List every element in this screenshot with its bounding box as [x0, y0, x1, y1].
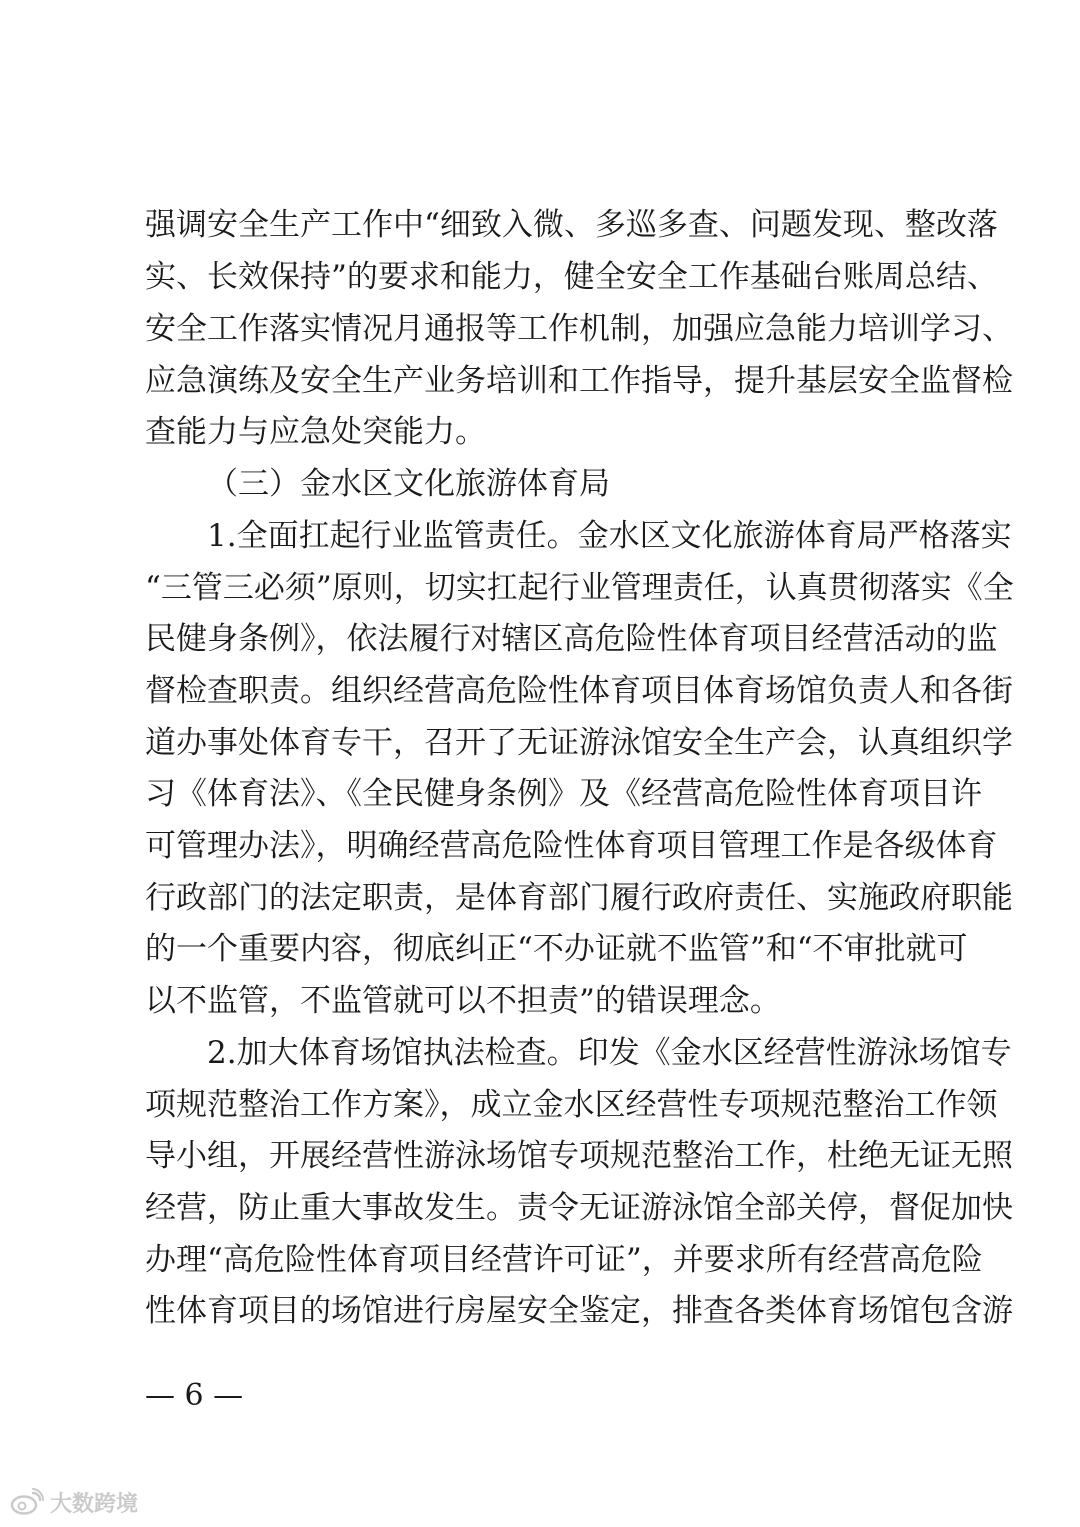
body-text-line: 民健身条例》，依法履行对辖区高危险性体育项目经营活动的监: [145, 621, 998, 657]
weibo-logo-icon: [10, 1488, 44, 1516]
body-text-line: 督检查职责。组织经营高危险性体育项目体育场馆负责人和各街: [145, 673, 1013, 709]
body-text-line: 强调安全生产工作中“细致入微、多巡多查、问题发现、整改落: [145, 207, 998, 243]
paragraph-first-line: 2.加大体育场馆执法检查。印发《金水区经营性游泳场馆专: [207, 1035, 1012, 1071]
section-heading: （三）金水区文化旅游体育局: [207, 466, 610, 502]
body-text-line: 习《体育法》、《全民健身条例》及《经营高危险性体育项目许: [145, 776, 982, 812]
body-text-line: 道办事处体育专干，召开了无证游泳馆安全生产会，认真组织学: [145, 725, 1013, 761]
body-text-line: “三管三必须”原则，切实扛起行业管理责任，认真贯彻落实《全: [145, 570, 1014, 606]
body-text-line: 办理“高危险性体育项目经营许可证”，并要求所有经营高危险: [145, 1242, 983, 1278]
body-text-line: 导小组，开展经营性游泳场馆专项规范整治工作，杜绝无证无照: [145, 1138, 1013, 1174]
body-text-line: 项规范整治工作方案》，成立金水区经营性专项规范整治工作领: [145, 1087, 998, 1123]
body-text-line: 经营，防止重大事故发生。责令无证游泳馆全部关停，督促加快: [145, 1190, 1013, 1226]
paragraph-first-line: 1.全面扛起行业监管责任。金水区文化旅游体育局严格落实: [207, 518, 1012, 554]
body-text-line: 以不监管，不监管就可以不担责”的错误理念。: [145, 983, 781, 1019]
body-text-line: 的一个重要内容，彻底纠正“不办证就不监管”和“不审批就可: [145, 931, 968, 967]
body-text-line: 应急演练及安全生产业务培训和工作指导，提升基层安全监督检: [145, 363, 1013, 399]
body-text-line: 行政部门的法定职责，是体育部门履行政府责任、实施政府职能: [145, 880, 1013, 916]
body-text-line: 性体育项目的场馆进行房屋安全鉴定，排查各类体育场馆包含游: [145, 1293, 1013, 1329]
page-number: — 6 —: [145, 1378, 244, 1413]
body-text-line: 查能力与应急处突能力。: [145, 414, 486, 450]
body-text-line: 安全工作落实情况月通报等工作机制，加强应急能力培训学习、: [145, 311, 1013, 347]
watermark: [10, 1486, 138, 1518]
body-text-line: 可管理办法》，明确经营高危险性体育项目管理工作是各级体育: [145, 828, 998, 864]
body-text-line: 实、长效保持”的要求和能力，健全安全工作基础台账周总结、: [145, 259, 998, 295]
watermark-text: 大数跨境: [50, 1491, 139, 1517]
